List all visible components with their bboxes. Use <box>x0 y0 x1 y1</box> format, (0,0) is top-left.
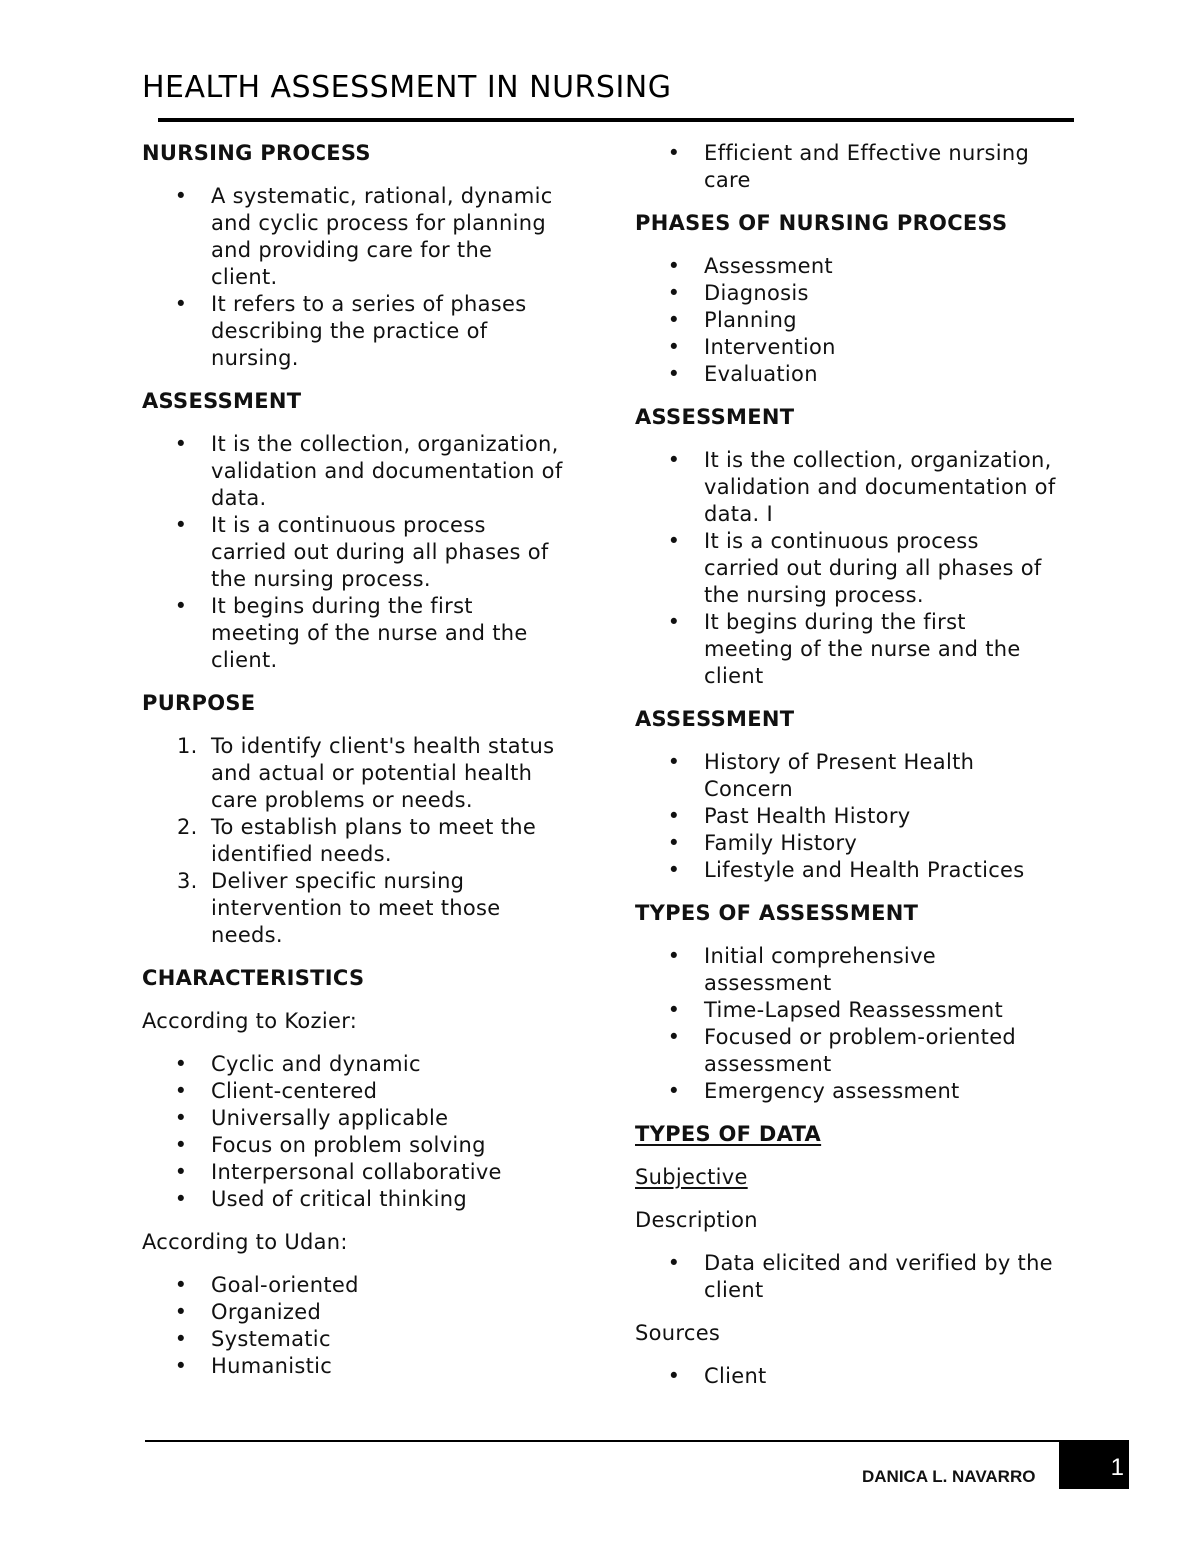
list-item <box>142 733 582 814</box>
bullet-icon <box>172 1186 190 1213</box>
list-item-line: Client <box>704 1364 767 1388</box>
list-item-line: Systematic <box>211 1327 331 1351</box>
bullet-icon <box>665 280 683 307</box>
list-item <box>142 814 582 868</box>
bullet-icon <box>665 361 683 388</box>
list-item-line: client. <box>211 265 278 289</box>
list-item <box>635 253 1075 280</box>
bullet-icon <box>172 431 190 458</box>
list-item-line: History of Present Health <box>704 750 975 774</box>
list-item <box>142 512 582 593</box>
list-item <box>142 1299 582 1326</box>
list-item-line: the nursing process. <box>211 567 431 591</box>
list-item <box>635 280 1075 307</box>
bullet-icon <box>172 1051 190 1078</box>
list-item-line: Organized <box>211 1300 322 1324</box>
list-item <box>142 291 582 372</box>
list-item-line: It begins during the first <box>211 594 473 618</box>
kozier-list <box>142 1051 582 1213</box>
types-of-data-heading <box>635 1121 1075 1148</box>
footer-author: DANICA L. NAVARRO <box>862 1467 1036 1486</box>
bullet-icon <box>172 593 190 620</box>
characteristics-heading: CHARACTERISTICS <box>142 966 365 990</box>
kozier-label: According to Kozier: <box>142 1009 358 1033</box>
purpose-heading: PURPOSE <box>142 691 256 715</box>
list-item-line: meeting of the nurse and the <box>704 637 1021 661</box>
list-item <box>142 1051 582 1078</box>
list-item-line: client <box>704 664 764 688</box>
list-item-line: Universally applicable <box>211 1106 449 1130</box>
list-item-line: care <box>704 168 751 192</box>
list-item-line: To identify client's health status <box>211 734 555 758</box>
page-number: 1 <box>1110 1454 1124 1481</box>
list-item-line: Time-Lapsed Reassessment <box>704 998 1003 1022</box>
list-item-line: Client-centered <box>211 1079 378 1103</box>
list-item-line: and actual or potential health <box>211 761 533 785</box>
list-item-line: Lifestyle and Health Practices <box>704 858 1025 882</box>
list-item-line: Past Health History <box>704 804 911 828</box>
bullet-icon <box>665 1024 683 1051</box>
list-item <box>635 1024 1075 1078</box>
list-item-line: To establish plans to meet the <box>211 815 537 839</box>
list-item-line: data. I <box>704 502 773 526</box>
list-item-line: client. <box>211 648 278 672</box>
bullet-icon <box>665 803 683 830</box>
list-item <box>635 307 1075 334</box>
list-item <box>142 1078 582 1105</box>
udan-list <box>142 1272 582 1380</box>
bullet-icon <box>665 609 683 636</box>
bullet-icon <box>172 512 190 539</box>
bullet-icon <box>665 943 683 970</box>
list-item-line: Family History <box>704 831 858 855</box>
subjective-subheading <box>635 1164 1075 1191</box>
nursing-process-heading: NURSING PROCESS <box>142 141 371 165</box>
assessment-definition-list <box>635 447 1075 690</box>
document-title: HEALTH ASSESSMENT IN NURSING <box>142 70 672 105</box>
list-item-line: data. <box>211 486 267 510</box>
list-item-line: Initial comprehensive <box>704 944 937 968</box>
bullet-icon <box>665 253 683 280</box>
list-item <box>635 749 1075 803</box>
bullet-icon <box>172 1078 190 1105</box>
bullet-icon <box>665 1363 683 1390</box>
assessment-definition-heading: ASSESSMENT <box>635 405 795 429</box>
list-item-line: A systematic, rational, dynamic <box>211 184 553 208</box>
list-item-line: Planning <box>704 308 797 332</box>
list-item-line: It is the collection, organization, <box>704 448 1052 472</box>
list-item <box>635 609 1075 690</box>
bullet-icon <box>665 140 683 167</box>
udan-label: According to Udan: <box>142 1230 348 1254</box>
assessment-heading: ASSESSMENT <box>142 389 302 413</box>
list-item-line: Efficient and Effective nursing <box>704 141 1030 165</box>
description-list <box>635 1250 1075 1304</box>
bullet-icon <box>172 291 190 318</box>
list-item-line: Cyclic and dynamic <box>211 1052 421 1076</box>
list-item-line: It is the collection, organization, <box>211 432 559 456</box>
list-item-line: describing the practice of <box>211 319 488 343</box>
list-item-line: Used of critical thinking <box>211 1187 467 1211</box>
list-item-line: nursing. <box>211 346 299 370</box>
bullet-icon <box>665 528 683 555</box>
list-item-line: validation and documentation of <box>211 459 563 483</box>
list-item-line: assessment <box>704 971 832 995</box>
types-of-assessment-heading: TYPES OF ASSESSMENT <box>635 901 919 925</box>
assessment-components-heading: ASSESSMENT <box>635 707 795 731</box>
list-item-line: and cyclic process for planning <box>211 211 546 235</box>
title-divider <box>158 118 1074 122</box>
nursing-process-list <box>142 183 582 372</box>
list-item <box>635 361 1075 388</box>
list-item <box>635 528 1075 609</box>
list-item-line: Intervention <box>704 335 836 359</box>
bullet-icon <box>665 749 683 776</box>
types-of-assessment-list <box>635 943 1075 1105</box>
list-number: 2. <box>177 815 198 839</box>
bullet-icon <box>172 1299 190 1326</box>
list-item-line: Emergency assessment <box>704 1079 960 1103</box>
list-item-line: Evaluation <box>704 362 818 386</box>
description-label: Description <box>635 1208 758 1232</box>
list-item-line: assessment <box>704 1052 832 1076</box>
assessment-list <box>142 431 582 674</box>
list-item <box>142 1132 582 1159</box>
left-column <box>142 140 582 1396</box>
right-column <box>635 140 1075 1406</box>
list-item <box>142 1353 582 1380</box>
list-item <box>635 447 1075 528</box>
list-item-line: care problems or needs. <box>211 788 473 812</box>
bullet-icon <box>172 1326 190 1353</box>
list-item <box>142 1186 582 1213</box>
list-item-line: identified needs. <box>211 842 392 866</box>
bullet-icon <box>172 1105 190 1132</box>
list-item-line: carried out during all phases of <box>704 556 1042 580</box>
list-number: 3. <box>177 869 198 893</box>
list-item <box>142 1326 582 1353</box>
assessment-components-list <box>635 749 1075 884</box>
list-item <box>635 943 1075 997</box>
list-item-line: It is a continuous process <box>704 529 979 553</box>
list-item <box>142 593 582 674</box>
list-item <box>635 803 1075 830</box>
list-item-line: Focused or problem-oriented <box>704 1025 1017 1049</box>
list-item <box>635 140 1075 194</box>
list-item-line: client <box>704 1278 764 1302</box>
list-item <box>142 183 582 291</box>
bullet-icon <box>172 1132 190 1159</box>
list-item <box>635 334 1075 361</box>
list-item <box>635 1363 1075 1390</box>
footer-divider <box>145 1440 1060 1442</box>
continued-list <box>635 140 1075 194</box>
list-item <box>635 1250 1075 1304</box>
list-item-line: Focus on problem solving <box>211 1133 486 1157</box>
list-item <box>142 1105 582 1132</box>
bullet-icon <box>172 1353 190 1380</box>
phases-heading: PHASES OF NURSING PROCESS <box>635 211 1008 235</box>
list-item-line: It is a continuous process <box>211 513 486 537</box>
list-item-line: Diagnosis <box>704 281 809 305</box>
list-item <box>635 1078 1075 1105</box>
bullet-icon <box>665 447 683 474</box>
list-item-line: Deliver specific nursing <box>211 869 465 893</box>
list-item-line: Assessment <box>704 254 833 278</box>
bullet-icon <box>665 1250 683 1277</box>
list-item-line: and providing care for the <box>211 238 493 262</box>
list-item-line: meeting of the nurse and the <box>211 621 528 645</box>
bullet-icon <box>665 997 683 1024</box>
bullet-icon <box>665 857 683 884</box>
bullet-icon <box>172 183 190 210</box>
list-item-line: Goal-oriented <box>211 1273 359 1297</box>
phases-list <box>635 253 1075 388</box>
sources-list <box>635 1363 1075 1390</box>
list-item-line: the nursing process. <box>704 583 924 607</box>
list-item-line: Data elicited and verified by the <box>704 1251 1053 1275</box>
list-item-line: Concern <box>704 777 793 801</box>
list-item-line: It begins during the first <box>704 610 966 634</box>
list-item <box>142 1159 582 1186</box>
bullet-icon <box>665 334 683 361</box>
bullet-icon <box>172 1159 190 1186</box>
bullet-icon <box>665 830 683 857</box>
page-number-box <box>1059 1440 1129 1489</box>
subjective-subheading-text: Subjective <box>635 1165 748 1189</box>
list-item <box>142 431 582 512</box>
list-item <box>635 857 1075 884</box>
list-item-line: needs. <box>211 923 283 947</box>
list-item-line: It refers to a series of phases <box>211 292 527 316</box>
list-item-line: carried out during all phases of <box>211 540 549 564</box>
list-item <box>142 1272 582 1299</box>
bullet-icon <box>172 1272 190 1299</box>
list-item <box>635 997 1075 1024</box>
list-item <box>635 830 1075 857</box>
list-number: 1. <box>177 734 198 758</box>
list-item-line: Interpersonal collaborative <box>211 1160 502 1184</box>
types-of-data-heading-text: TYPES OF DATA <box>635 1122 822 1146</box>
bullet-icon <box>665 307 683 334</box>
list-item-line: Humanistic <box>211 1354 333 1378</box>
list-item <box>142 868 582 949</box>
purpose-list <box>142 733 582 949</box>
sources-label: Sources <box>635 1321 721 1345</box>
list-item-line: validation and documentation of <box>704 475 1056 499</box>
bullet-icon <box>665 1078 683 1105</box>
list-item-line: intervention to meet those <box>211 896 501 920</box>
